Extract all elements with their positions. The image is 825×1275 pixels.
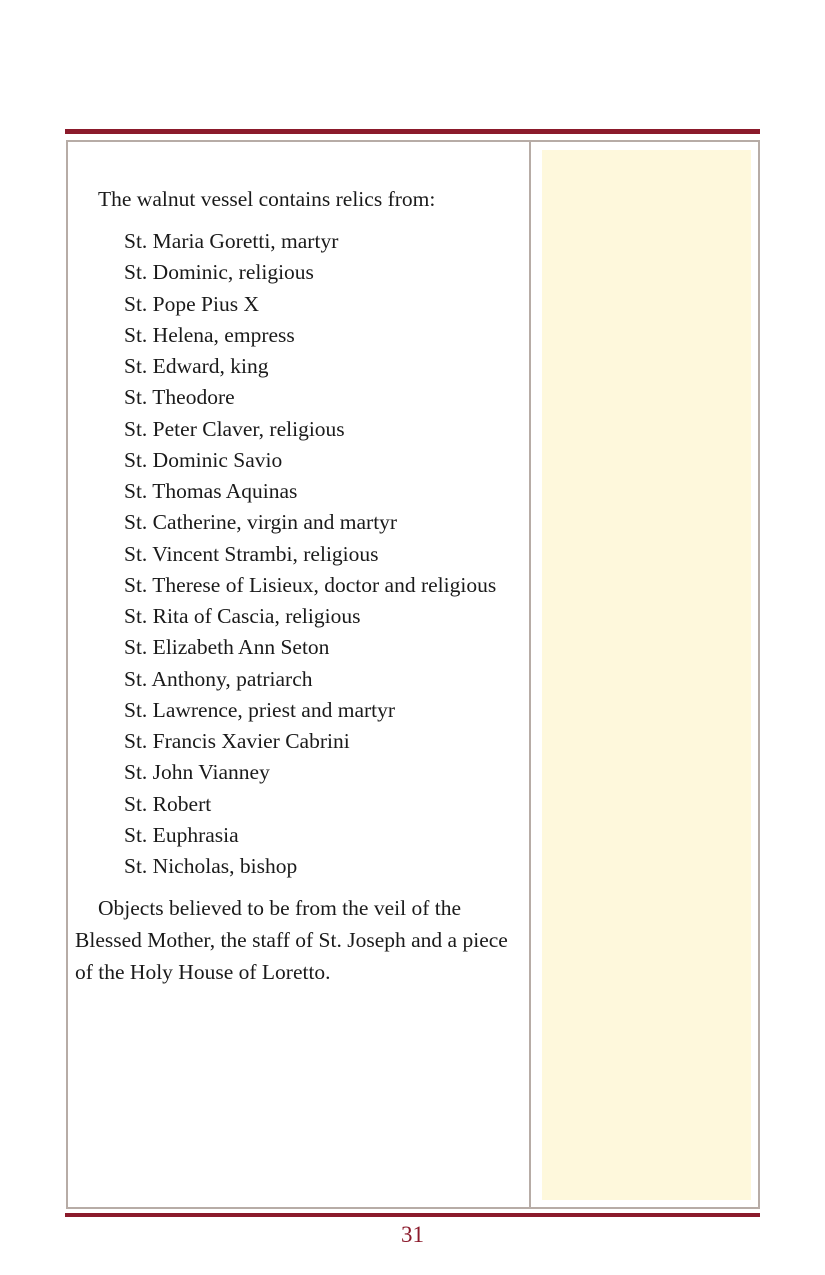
relic-item: St. Euphrasia — [124, 822, 239, 847]
relic-item: St. Rita of Cascia, religious — [124, 604, 361, 628]
relic-item: St. Therese of Lisieux, doctor and religious — [124, 572, 497, 597]
page-number: 31 — [401, 1222, 424, 1247]
relic-item: St. Dominic Savio — [124, 447, 283, 472]
main-text-column — [75, 184, 525, 988]
relic-item: St. Dominic, religious — [124, 260, 314, 285]
relic-item: St. Lawrence, priest and martyr — [124, 697, 396, 722]
relic-item: St. Pope Pius X — [124, 291, 260, 316]
relic-item: St. Anthony, patriarch — [124, 666, 313, 691]
closing-paragraph: Objects believed to be from the veil of the Blessed Mother, the staff of St. Joseph and a piece of the Holy House of Loretto. — [75, 896, 508, 985]
relic-item: St. Robert — [124, 791, 212, 816]
bottom-rule — [65, 1213, 760, 1217]
relic-item: St. Nicholas, bishop — [124, 854, 298, 878]
relic-item: St. Helena, empress — [124, 322, 295, 347]
relic-item: St. Vincent Strambi, religious — [124, 541, 379, 566]
relic-item: St. Francis Xavier Cabrini — [124, 729, 350, 753]
relic-list — [75, 226, 525, 882]
relic-item: St. Peter Claver, religious — [124, 416, 345, 441]
relic-item: St. Catherine, virgin and martyr — [124, 510, 398, 535]
relic-item: St. Thomas Aquinas — [124, 479, 298, 503]
column-divider — [529, 140, 531, 1209]
top-rule — [65, 129, 760, 134]
relic-item: St. Maria Goretti, martyr — [124, 229, 339, 253]
relic-item: St. Edward, king — [124, 354, 269, 378]
relic-item: St. John Vianney — [124, 760, 270, 785]
sidebar-panel — [542, 150, 751, 1200]
relic-item: St. Theodore — [124, 385, 235, 410]
intro-paragraph: The walnut vessel contains relics from: — [98, 187, 436, 211]
relic-item: St. Elizabeth Ann Seton — [124, 635, 330, 660]
